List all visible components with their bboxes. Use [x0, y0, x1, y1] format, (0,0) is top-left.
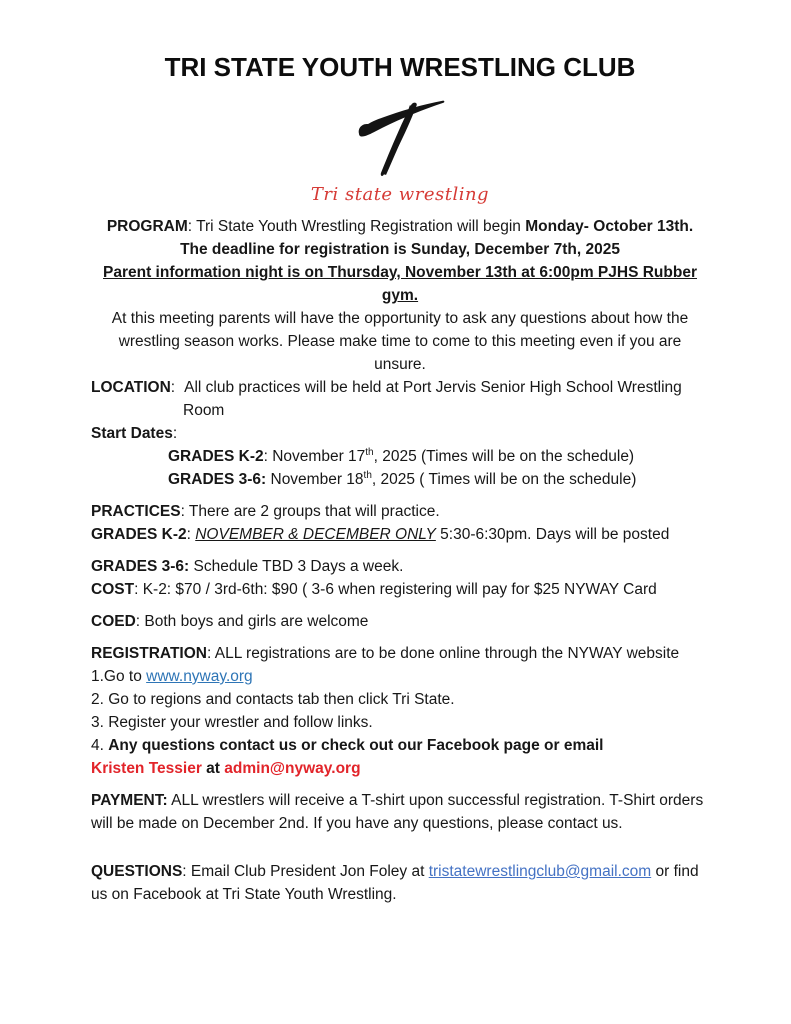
practices-line: PRACTICES: There are 2 groups that will practice.	[91, 503, 440, 520]
parent-night-notice: Parent information night is on Thursday, November 13th at 6:00pm PJHS Rubber gym.	[103, 264, 697, 304]
registration-heading-line: REGISTRATION: ALL registrations are to be done online through the NYWAY website	[91, 645, 680, 662]
coed-line: COED: Both boys and girls are welcome	[91, 613, 369, 630]
club-logo	[91, 97, 709, 205]
practices-k2-label: GRADES K-2	[91, 526, 187, 543]
grades-k2-label: GRADES K-2	[168, 448, 264, 465]
coed-label: COED	[91, 613, 136, 630]
start-date-k2-line: GRADES K-2: November 17th, 2025 (Times will be on the schedule)	[168, 446, 635, 465]
location-label: LOCATION	[91, 379, 171, 396]
contact-name: Kristen Tessier	[91, 760, 202, 777]
grades-g36-label: GRADES 3-6:	[168, 471, 267, 488]
contact-email: admin@nyway.org	[224, 760, 361, 777]
program-label: PROGRAM	[106, 218, 188, 235]
payment-paragraph: PAYMENT: ALL wrestlers will receive a T-shirt upon successful registration. T-Shirt orders will be made on December 2nd. If you have any questions, please contact us.	[91, 792, 704, 832]
registration-step-4: 4. Any questions contact us or check out our Facebook page or email	[91, 737, 604, 754]
start-date-g36-line: GRADES 3-6: November 18th, 2025 ( Times will be on the schedule)	[168, 469, 637, 488]
ordinal-suffix: th	[365, 446, 374, 458]
location-paragraph: LOCATION: All club practices will be held at Port Jervis Senior High School Wrestling Room	[91, 379, 682, 419]
questions-label: QUESTIONS	[91, 863, 183, 880]
brush-t-icon	[341, 97, 459, 179]
club-email-link[interactable]: tristatewrestlingclub@gmail.com	[428, 863, 652, 880]
practices-g36-line: GRADES 3-6: Schedule TBD 3 Days a week.	[91, 558, 404, 575]
logo-tagline: Tri state wrestling	[310, 184, 490, 205]
registration-step-2: 2. Go to regions and contacts tab then click Tri State.	[91, 691, 455, 708]
practices-g36-label: GRADES 3-6:	[91, 558, 190, 575]
program-intro-line: PROGRAM: Tri State Youth Wrestling Registration will begin Monday- October 13th.	[106, 218, 694, 235]
ordinal-suffix: th	[363, 469, 372, 481]
cost-label: COST	[91, 581, 135, 598]
location-text: All club practices will be held at Port Jervis Senior High School Wrestling Room	[183, 379, 682, 419]
nov-dec-only-emphasis: NOVEMBER & DECEMBER ONLY	[195, 526, 436, 543]
page-title: TRI STATE YOUTH WRESTLING CLUB	[164, 52, 636, 82]
payment-label: PAYMENT:	[91, 792, 168, 809]
questions-paragraph: QUESTIONS: Email Club President Jon Foley at tristatewrestlingclub@gmail.com or find us on Facebook at Tri State Youth Wrestling.	[91, 863, 699, 903]
practices-label: PRACTICES	[91, 503, 181, 520]
meeting-note: At this meeting parents will have the opportunity to ask any questions about how the wrestling season works. Please make time to come to this meeting even if you are unsure.	[111, 310, 689, 373]
contact-line: Kristen Tessier at admin@nyway.org	[91, 760, 361, 777]
program-paragraph	[91, 215, 709, 376]
registration-step-1: 1.Go to www.nyway.org	[91, 668, 253, 685]
registration-step-3: 3. Register your wrestler and follow links.	[91, 714, 373, 731]
nyway-website-link[interactable]: www.nyway.org	[146, 668, 253, 685]
step4-bold-text: Any questions contact us or check out our Facebook page or email	[108, 737, 604, 754]
registration-deadline: The deadline for registration is Sunday, December 7th, 2025	[180, 241, 620, 258]
program-start-date: Monday- October 13th.	[525, 218, 694, 235]
registration-label: REGISTRATION	[91, 645, 207, 662]
practices-k2-line: GRADES K-2: NOVEMBER & DECEMBER ONLY 5:30-6:30pm. Days will be posted	[91, 526, 670, 543]
cost-line: COST: K-2: $70 / 3rd-6th: $90 ( 3-6 when registering will pay for $25 NYWAY Card	[91, 581, 657, 598]
start-dates-heading: Start Dates:	[91, 425, 178, 442]
